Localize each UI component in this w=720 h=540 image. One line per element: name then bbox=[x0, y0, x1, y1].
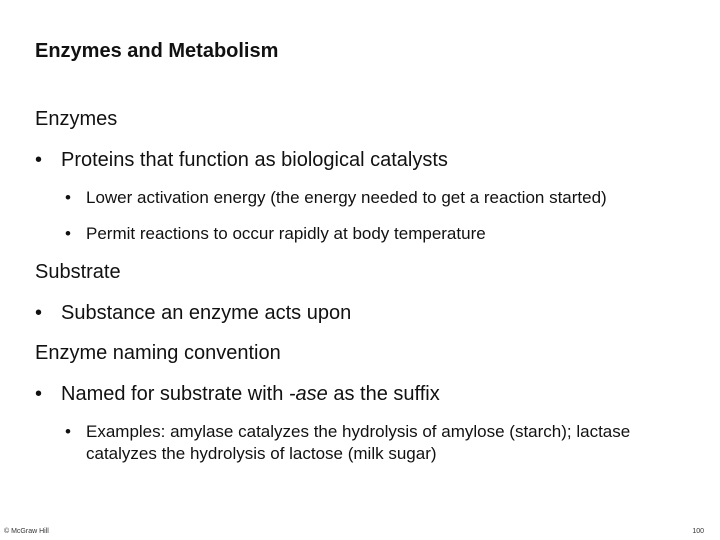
bullet-icon: • bbox=[65, 422, 71, 441]
bullet-text-end: as the suffix bbox=[327, 383, 440, 405]
section-heading-enzymes: Enzymes bbox=[35, 108, 118, 130]
bullet-item bbox=[35, 147, 695, 173]
subbullet-item bbox=[65, 187, 656, 209]
slide-content bbox=[35, 106, 695, 465]
bullet-icon: • bbox=[35, 149, 43, 171]
bullet-item bbox=[35, 381, 695, 407]
section-heading-substrate: Substrate bbox=[35, 261, 121, 283]
page-number: 100 bbox=[692, 528, 704, 535]
subbullet-text: Lower activation energy (the energy needed to get a reaction started) bbox=[86, 188, 607, 207]
slide-title: Enzymes and Metabolism bbox=[35, 40, 279, 62]
subbullet-item bbox=[65, 421, 656, 465]
bullet-text: Proteins that function as biological catalysts bbox=[61, 149, 448, 171]
bullet-text: Substance an enzyme acts upon bbox=[61, 302, 352, 324]
bullet-icon: • bbox=[35, 383, 43, 405]
bullet-icon: • bbox=[65, 188, 71, 207]
subbullet-text: Permit reactions to occur rapidly at body temperature bbox=[86, 224, 486, 243]
suffix-emphasis: -ase bbox=[288, 383, 328, 405]
section-heading-naming-convention: Enzyme naming convention bbox=[35, 342, 281, 364]
copyright-footer: © McGraw Hill bbox=[4, 528, 49, 535]
subbullet-text: Examples: amylase catalyzes the hydrolysis of amylose (starch); lactase catalyzes the hydrolysis of lactose (milk sugar) bbox=[86, 422, 631, 463]
bullet-icon: • bbox=[35, 302, 43, 324]
bullet-item bbox=[35, 300, 695, 326]
bullet-icon: • bbox=[65, 224, 71, 243]
bullet-text-start: Named for substrate with bbox=[61, 383, 289, 405]
subbullet-item bbox=[65, 223, 656, 245]
